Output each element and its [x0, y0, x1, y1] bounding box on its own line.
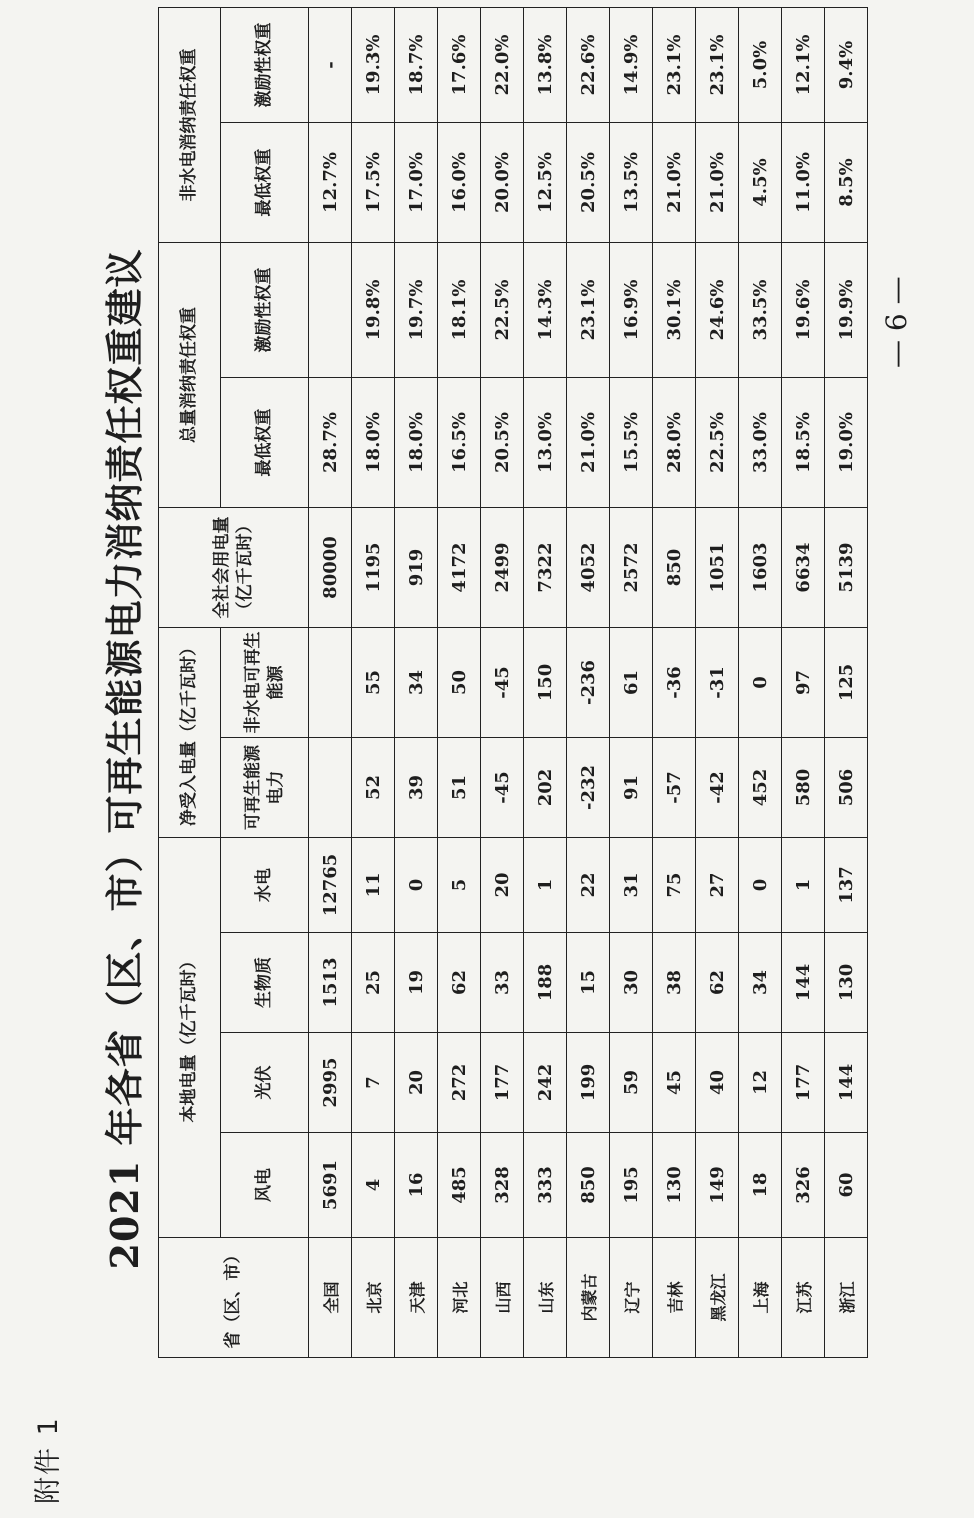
- table-row: [395, 8, 438, 1358]
- cell-hydro: 20: [481, 838, 524, 933]
- cell-total-incentive: 22.5%: [481, 243, 524, 378]
- cell-nonhydro-incentive: 23.1%: [696, 8, 739, 123]
- cell-wind: 130: [653, 1133, 696, 1238]
- cell-pv: 20: [395, 1033, 438, 1133]
- cell-nonhydro-incentive: -: [309, 8, 352, 123]
- cell-net-renewable: 506: [825, 738, 868, 838]
- cell-net-nonhydro: -31: [696, 628, 739, 738]
- cell-province: 浙江: [825, 1238, 868, 1358]
- cell-hydro: 12765: [309, 838, 352, 933]
- table-row: [524, 8, 567, 1358]
- cell-wind: 18: [739, 1133, 782, 1238]
- attachment-label: 附件 1: [33, 1416, 64, 1504]
- quota-table: [158, 7, 868, 1358]
- table-row: [610, 8, 653, 1358]
- cell-total-min: 18.5%: [782, 378, 825, 508]
- table-row: [782, 8, 825, 1358]
- cell-net-renewable: 51: [438, 738, 481, 838]
- cell-total-min: 20.5%: [481, 378, 524, 508]
- cell-wind: 149: [696, 1133, 739, 1238]
- cell-nonhydro-min: 21.0%: [653, 123, 696, 243]
- table-row: [739, 8, 782, 1358]
- cell-hydro: 0: [395, 838, 438, 933]
- header-province: 省（区、市）: [159, 1238, 309, 1358]
- cell-wind: 5691: [309, 1133, 352, 1238]
- cell-pv: 2995: [309, 1033, 352, 1133]
- cell-total-min: 28.0%: [653, 378, 696, 508]
- cell-biomass: 34: [739, 933, 782, 1033]
- cell-net-renewable: -42: [696, 738, 739, 838]
- cell-hydro: 31: [610, 838, 653, 933]
- cell-biomass: 188: [524, 933, 567, 1033]
- cell-total-incentive: 33.5%: [739, 243, 782, 378]
- cell-biomass: 144: [782, 933, 825, 1033]
- cell-total-incentive: [309, 243, 352, 378]
- header-hydro: 水电: [221, 838, 309, 933]
- cell-wind: 195: [610, 1133, 653, 1238]
- cell-province: 河北: [438, 1238, 481, 1358]
- cell-pv: 7: [352, 1033, 395, 1133]
- cell-net-renewable: -232: [567, 738, 610, 838]
- cell-province: 天津: [395, 1238, 438, 1358]
- cell-hydro: 5: [438, 838, 481, 933]
- cell-total-min: 33.0%: [739, 378, 782, 508]
- cell-pv: 45: [653, 1033, 696, 1133]
- cell-net-nonhydro: -45: [481, 628, 524, 738]
- cell-province: 辽宁: [610, 1238, 653, 1358]
- cell-consumption: 850: [653, 508, 696, 628]
- page-number: — 6 —: [880, 276, 913, 368]
- cell-net-renewable: 202: [524, 738, 567, 838]
- table-row: [825, 8, 868, 1358]
- cell-pv: 12: [739, 1033, 782, 1133]
- table-body: [309, 8, 868, 1358]
- cell-total-incentive: 14.3%: [524, 243, 567, 378]
- cell-nonhydro-incentive: 17.6%: [438, 8, 481, 123]
- header-total-weight: 总量消纳责任权重: [159, 243, 221, 508]
- cell-pv: 242: [524, 1033, 567, 1133]
- cell-total-min: 19.0%: [825, 378, 868, 508]
- cell-nonhydro-min: 13.5%: [610, 123, 653, 243]
- cell-nonhydro-min: 16.0%: [438, 123, 481, 243]
- cell-consumption: 2499: [481, 508, 524, 628]
- cell-wind: 60: [825, 1133, 868, 1238]
- cell-net-renewable: -57: [653, 738, 696, 838]
- cell-nonhydro-min: 21.0%: [696, 123, 739, 243]
- cell-net-renewable: 580: [782, 738, 825, 838]
- cell-nonhydro-min: 20.0%: [481, 123, 524, 243]
- cell-net-nonhydro: 150: [524, 628, 567, 738]
- cell-total-incentive: 30.1%: [653, 243, 696, 378]
- cell-nonhydro-min: 8.5%: [825, 123, 868, 243]
- cell-pv: 144: [825, 1033, 868, 1133]
- cell-biomass: 30: [610, 933, 653, 1033]
- cell-consumption: 919: [395, 508, 438, 628]
- cell-wind: 485: [438, 1133, 481, 1238]
- cell-hydro: 137: [825, 838, 868, 933]
- cell-net-nonhydro: [309, 628, 352, 738]
- table-row: [309, 8, 352, 1358]
- cell-total-incentive: 18.1%: [438, 243, 481, 378]
- cell-nonhydro-incentive: 22.6%: [567, 8, 610, 123]
- cell-net-nonhydro: 50: [438, 628, 481, 738]
- cell-nonhydro-incentive: 19.3%: [352, 8, 395, 123]
- cell-hydro: 1: [782, 838, 825, 933]
- header-nonhydro-weight: 非水电消纳责任权重: [159, 8, 221, 243]
- cell-nonhydro-min: 12.7%: [309, 123, 352, 243]
- cell-pv: 40: [696, 1033, 739, 1133]
- cell-pv: 177: [782, 1033, 825, 1133]
- header-pv: 光伏: [221, 1033, 309, 1133]
- cell-pv: 177: [481, 1033, 524, 1133]
- cell-hydro: 22: [567, 838, 610, 933]
- cell-net-renewable: 91: [610, 738, 653, 838]
- cell-province: 山东: [524, 1238, 567, 1358]
- cell-nonhydro-incentive: 13.8%: [524, 8, 567, 123]
- cell-province: 全国: [309, 1238, 352, 1358]
- cell-consumption: 1051: [696, 508, 739, 628]
- table-row: [653, 8, 696, 1358]
- table-row: [696, 8, 739, 1358]
- cell-nonhydro-incentive: 23.1%: [653, 8, 696, 123]
- cell-province: 北京: [352, 1238, 395, 1358]
- table-row: [567, 8, 610, 1358]
- cell-nonhydro-incentive: 22.0%: [481, 8, 524, 123]
- cell-biomass: 1513: [309, 933, 352, 1033]
- cell-nonhydro-min: 17.0%: [395, 123, 438, 243]
- cell-total-min: 18.0%: [395, 378, 438, 508]
- cell-net-nonhydro: -236: [567, 628, 610, 738]
- cell-nonhydro-incentive: 5.0%: [739, 8, 782, 123]
- cell-pv: 199: [567, 1033, 610, 1133]
- cell-net-nonhydro: 0: [739, 628, 782, 738]
- cell-nonhydro-min: 20.5%: [567, 123, 610, 243]
- cell-nonhydro-min: 11.0%: [782, 123, 825, 243]
- cell-consumption: 7322: [524, 508, 567, 628]
- cell-total-incentive: 19.7%: [395, 243, 438, 378]
- cell-hydro: 11: [352, 838, 395, 933]
- cell-net-nonhydro: 55: [352, 628, 395, 738]
- cell-hydro: 75: [653, 838, 696, 933]
- cell-consumption: 80000: [309, 508, 352, 628]
- cell-total-min: 28.7%: [309, 378, 352, 508]
- cell-biomass: 15: [567, 933, 610, 1033]
- cell-pv: 272: [438, 1033, 481, 1133]
- cell-province: 吉林: [653, 1238, 696, 1358]
- cell-biomass: 62: [696, 933, 739, 1033]
- cell-total-incentive: 24.6%: [696, 243, 739, 378]
- cell-hydro: 27: [696, 838, 739, 933]
- header-wind: 风电: [221, 1133, 309, 1238]
- cell-net-nonhydro: -36: [653, 628, 696, 738]
- cell-hydro: 0: [739, 838, 782, 933]
- cell-total-min: 21.0%: [567, 378, 610, 508]
- cell-consumption: 2572: [610, 508, 653, 628]
- cell-province: 山西: [481, 1238, 524, 1358]
- cell-nonhydro-min: 12.5%: [524, 123, 567, 243]
- cell-total-incentive: 19.9%: [825, 243, 868, 378]
- cell-biomass: 130: [825, 933, 868, 1033]
- cell-biomass: 25: [352, 933, 395, 1033]
- cell-biomass: 19: [395, 933, 438, 1033]
- cell-consumption: 1195: [352, 508, 395, 628]
- cell-total-incentive: 16.9%: [610, 243, 653, 378]
- document-title: 2021 年各省（区、市）可再生能源电力消纳责任权重建议: [102, 248, 147, 1270]
- cell-wind: 16: [395, 1133, 438, 1238]
- cell-nonhydro-incentive: 12.1%: [782, 8, 825, 123]
- cell-wind: 850: [567, 1133, 610, 1238]
- header-nonhydro-min: 最低权重: [221, 123, 309, 243]
- cell-total-incentive: 23.1%: [567, 243, 610, 378]
- cell-consumption: 5139: [825, 508, 868, 628]
- cell-consumption: 4052: [567, 508, 610, 628]
- header-net-import: 净受入电量（亿千瓦时）: [159, 628, 221, 838]
- cell-nonhydro-incentive: 9.4%: [825, 8, 868, 123]
- cell-total-incentive: 19.8%: [352, 243, 395, 378]
- cell-province: 江苏: [782, 1238, 825, 1358]
- cell-nonhydro-min: 17.5%: [352, 123, 395, 243]
- cell-net-renewable: 39: [395, 738, 438, 838]
- cell-pv: 59: [610, 1033, 653, 1133]
- cell-province: 上海: [739, 1238, 782, 1358]
- cell-total-min: 18.0%: [352, 378, 395, 508]
- cell-total-min: 16.5%: [438, 378, 481, 508]
- header-local-generation: 本地电量（亿千瓦时）: [159, 838, 221, 1238]
- header-biomass: 生物质: [221, 933, 309, 1033]
- cell-hydro: 1: [524, 838, 567, 933]
- table-row: [352, 8, 395, 1358]
- cell-nonhydro-min: 4.5%: [739, 123, 782, 243]
- cell-total-min: 22.5%: [696, 378, 739, 508]
- cell-net-nonhydro: 125: [825, 628, 868, 738]
- cell-net-renewable: [309, 738, 352, 838]
- header-net-renewable: 可再生能源电力: [221, 738, 309, 838]
- cell-wind: 4: [352, 1133, 395, 1238]
- cell-net-renewable: 452: [739, 738, 782, 838]
- table-row: [438, 8, 481, 1358]
- header-consumption: 全社会用电量（亿千瓦时）: [159, 508, 309, 628]
- cell-province: 内蒙古: [567, 1238, 610, 1358]
- cell-biomass: 33: [481, 933, 524, 1033]
- header-total-incentive: 激励性权重: [221, 243, 309, 378]
- cell-wind: 333: [524, 1133, 567, 1238]
- cell-total-incentive: 19.6%: [782, 243, 825, 378]
- cell-consumption: 6634: [782, 508, 825, 628]
- cell-net-nonhydro: 34: [395, 628, 438, 738]
- cell-nonhydro-incentive: 18.7%: [395, 8, 438, 123]
- header-nonhydro-incentive: 激励性权重: [221, 8, 309, 123]
- cell-net-renewable: -45: [481, 738, 524, 838]
- cell-wind: 328: [481, 1133, 524, 1238]
- cell-consumption: 1603: [739, 508, 782, 628]
- cell-consumption: 4172: [438, 508, 481, 628]
- cell-province: 黑龙江: [696, 1238, 739, 1358]
- cell-wind: 326: [782, 1133, 825, 1238]
- cell-biomass: 62: [438, 933, 481, 1033]
- header-net-nonhydro: 非水电可再生能源: [221, 628, 309, 738]
- cell-net-nonhydro: 61: [610, 628, 653, 738]
- header-total-min: 最低权重: [221, 378, 309, 508]
- cell-nonhydro-incentive: 14.9%: [610, 8, 653, 123]
- cell-total-min: 13.0%: [524, 378, 567, 508]
- table-row: [481, 8, 524, 1358]
- cell-net-nonhydro: 97: [782, 628, 825, 738]
- cell-net-renewable: 52: [352, 738, 395, 838]
- cell-biomass: 38: [653, 933, 696, 1033]
- cell-total-min: 15.5%: [610, 378, 653, 508]
